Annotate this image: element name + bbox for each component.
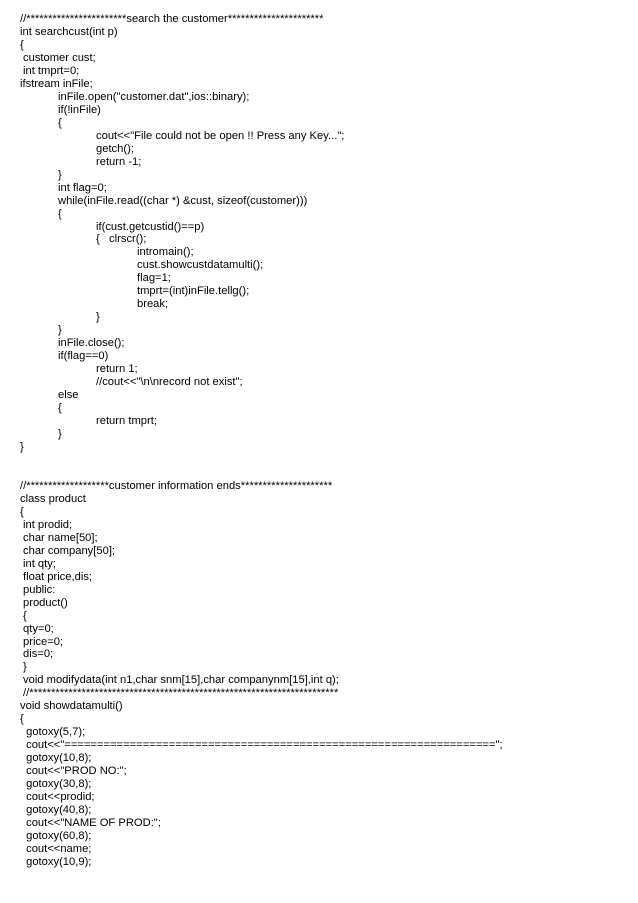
- code-line: if(flag==0): [58, 350, 109, 363]
- code-line: cout<<"File could not be open !! Press any Key...";: [96, 129, 345, 142]
- code-line: tmprt=(int)inFile.tellg();: [137, 285, 250, 298]
- code-line: gotoxy(10,8);: [23, 752, 92, 765]
- code-line: void showdatamulti(): [20, 700, 123, 713]
- code-line: public:: [23, 583, 56, 596]
- code-line: gotoxy(5,7);: [23, 726, 86, 739]
- code-line: {: [58, 402, 62, 415]
- code-line: cout<<"PROD NO:";: [23, 765, 127, 778]
- code-line: }: [58, 324, 62, 337]
- code-line: class product: [20, 492, 86, 505]
- code-line: cout<<"NAME OF PROD:";: [23, 817, 161, 830]
- code-line: dis=0;: [23, 648, 54, 661]
- code-line: if(cust.getcustid()==p): [96, 220, 205, 233]
- code-line: //*******************customer information ends*********************: [20, 479, 333, 492]
- code-line: {: [20, 38, 24, 51]
- code-line: else: [58, 389, 79, 402]
- code-line: {: [20, 505, 24, 518]
- code-line: gotoxy(30,8);: [23, 778, 92, 791]
- code-line: product(): [23, 596, 68, 609]
- code-line: return -1;: [96, 155, 142, 168]
- code-line: char name[50];: [23, 531, 98, 544]
- code-line: float price,dis;: [23, 570, 93, 583]
- code-line: inFile.open("customer.dat",ios::binary);: [58, 90, 250, 103]
- code-line: customer cust;: [23, 51, 96, 64]
- code-line: flag=1;: [137, 272, 171, 285]
- code-line: cout<<name;: [23, 843, 92, 855]
- code-line: //cout<<"\n\nrecord not exist";: [96, 376, 243, 389]
- code-line: }: [58, 428, 62, 440]
- code-line: gotoxy(40,8);: [23, 804, 92, 817]
- code-line: return tmprt;: [96, 415, 157, 428]
- code-line: gotoxy(60,8);: [23, 830, 92, 843]
- code-line: char company[50];: [23, 544, 116, 557]
- code-line: { clrscr();: [96, 233, 147, 246]
- code-line: }: [58, 168, 62, 181]
- code-line: }: [20, 440, 24, 453]
- code-line: cout<<"==================================================================";: [23, 739, 503, 752]
- code-line: return 1;: [96, 363, 138, 376]
- code-line: price=0;: [23, 635, 64, 648]
- code-line: qty=0;: [23, 622, 54, 635]
- code-line: cust.showcustdatamulti();: [137, 259, 264, 272]
- code-line: void modifydata(int n1,char snm[15],char companynm[15],int q);: [23, 674, 339, 687]
- code-line: cout<<prodid;: [23, 791, 95, 804]
- code-line: int tmprt=0;: [23, 64, 80, 77]
- code-line: int searchcust(int p): [20, 25, 118, 38]
- code-line: gotoxy(10,9);: [23, 855, 92, 868]
- code-line: ifstream inFile;: [20, 77, 93, 90]
- code-line: {: [20, 713, 24, 726]
- code-line: {: [58, 116, 62, 129]
- code-line: {: [58, 207, 62, 220]
- code-line: }: [96, 311, 100, 324]
- code-line: intromain();: [137, 246, 194, 259]
- code-line: //***********************search the customer**********************: [20, 13, 324, 25]
- code-line: {: [23, 609, 27, 622]
- code-line: getch();: [96, 142, 134, 155]
- blank-line: [20, 454, 620, 480]
- code-line: if(!inFile): [58, 103, 101, 116]
- code-line: break;: [137, 298, 169, 311]
- code-line: inFile.close();: [58, 337, 125, 350]
- code-line: int prodid;: [23, 518, 73, 531]
- code-line: //***********************************************************************: [23, 687, 339, 700]
- code-line: int flag=0;: [58, 181, 107, 194]
- code-line: }: [23, 661, 27, 674]
- code-listing: [20, 13, 620, 869]
- code-line: int qty;: [23, 557, 56, 570]
- code-line: while(inFile.read((char *) &cust, sizeof(customer))): [58, 194, 308, 207]
